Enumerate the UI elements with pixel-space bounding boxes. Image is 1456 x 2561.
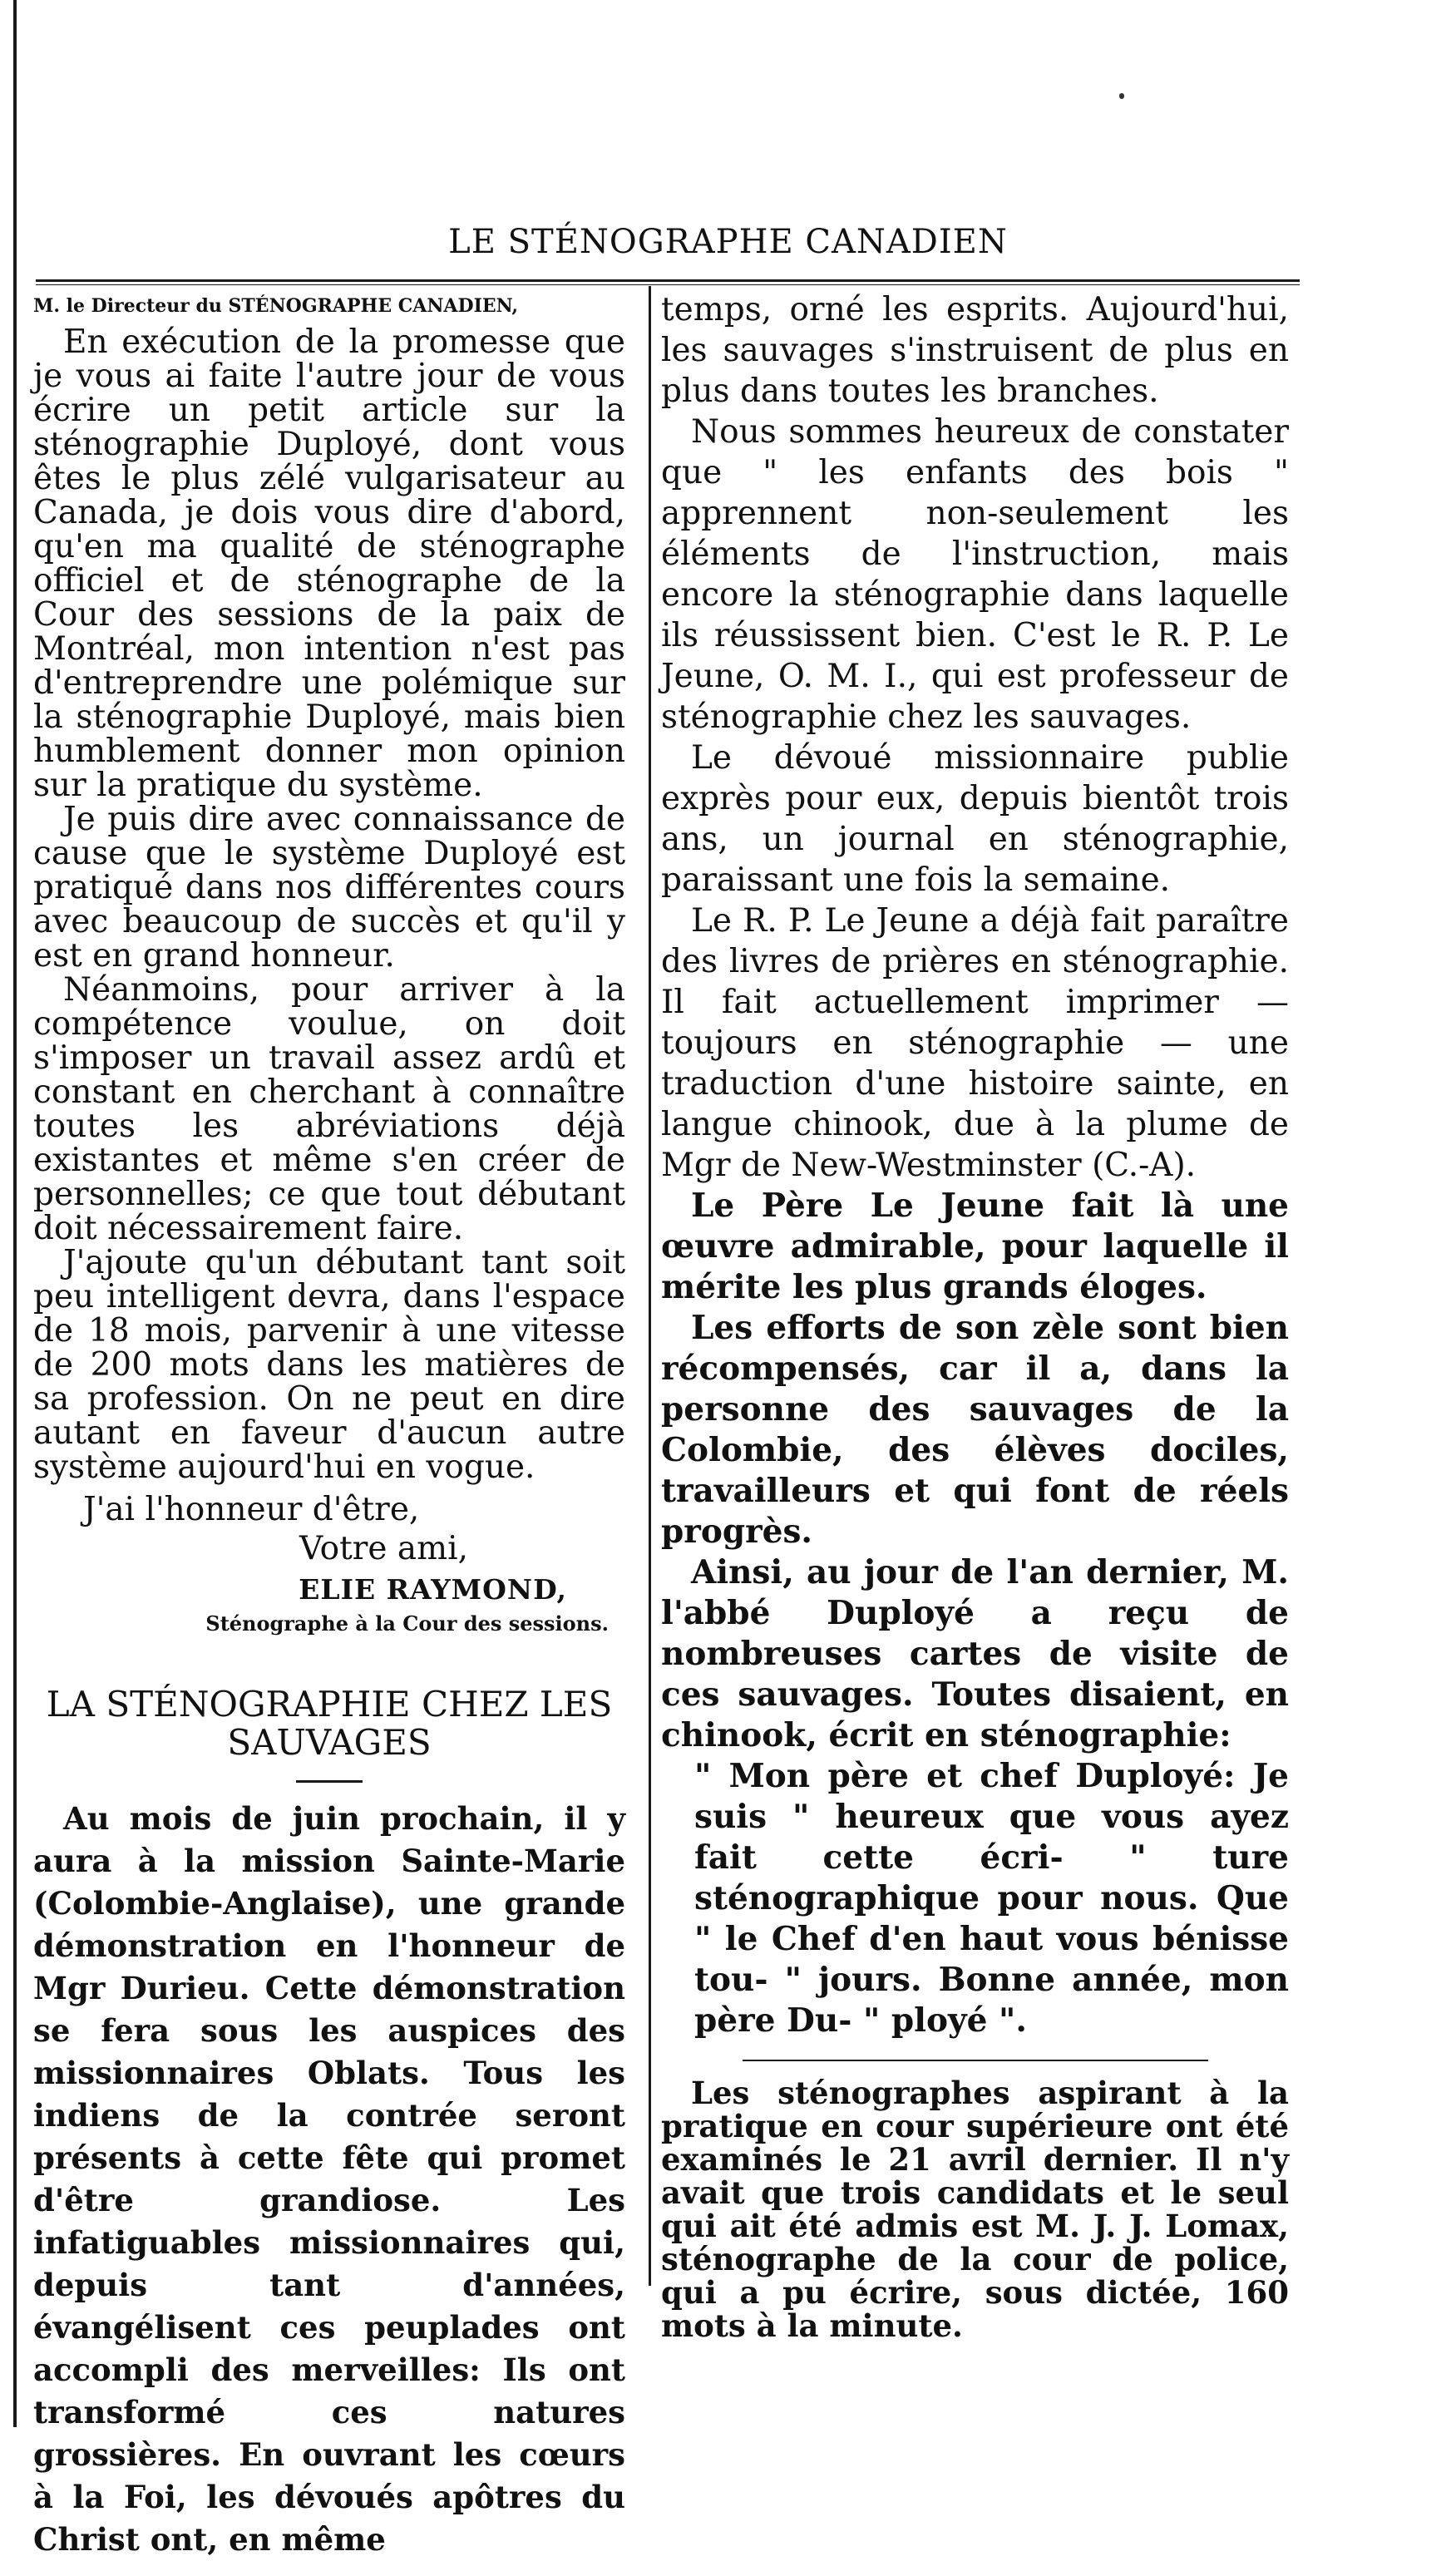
article-paragraph-3: Nous sommes heureux de constater que " les enfants des bois " apprennent non-seulement les éléments de l'instruction, mais encore la sténographie dans laquelle ils réussissent bien. C'est le R. P. Le Jeune, O. M. I., qui est professeur de sténographie chez les sauvages.: [661, 413, 1289, 736]
page-header: LE STÉNOGRAPHE CANADIEN: [448, 223, 1008, 261]
article-paragraph-7: Les efforts de son zèle sont bien récompensés, car il a, dans la personne des sauvages de la Colombie, des élèves dociles, travailleurs et qui font de réels progrès.: [661, 1309, 1289, 1551]
letter-closing-1: J'ai l'honneur d'être,: [83, 1491, 420, 1528]
column-divider: [649, 286, 651, 2286]
news-item-paragraph: Les sténographes aspirant à la pratique en cour supérieure ont été examinés le 21 avril dernier. Il n'y avait que trois candidats et le seul qui ait été admis est M. J. J. Lomax, sténographe de la cour de police, qui a pu écrire, sous dictée, 160 mots à la minute.: [661, 2075, 1289, 2344]
article-paragraph-8: Ainsi, au jour de l'an dernier, M. l'abbé Duployé a reçu de nombreuses cartes de visite de ces sauvages. Toutes disaient, en chinook, écrit en sténographie:: [661, 1553, 1289, 1754]
article-paragraph-5: Le R. P. Le Jeune a déjà fait paraître des livres de prières en sténographie. Il fait actuellement imprimer — toujours en sténographie — une traduction d'une histoire sainte, en langue chinook, due à la plume de Mgr de New-Westminster (C.-A).: [661, 902, 1289, 1184]
letter-closing-2: Votre ami,: [299, 1530, 468, 1567]
article-quote: " Mon père et chef Duployé: Je suis " heureux que vous ayez fait cette écri- " ture sténographique pour nous. Que " le Chef d'en haut vous bénisse tou- " jours. Bonne année, mon père Du- " ployé ".: [694, 1757, 1289, 2040]
article-paragraph-4: Le dévoué missionnaire publie exprès pour eux, depuis bientôt trois ans, un journal en sténographie, paraissant une fois la semaine.: [661, 739, 1289, 899]
heading-rule: [296, 1780, 363, 1783]
letter-paragraph-1: En exécution de la promesse que je vous ai faite l'autre jour de vous écrire un petit article sur la sténographie Duployé, dont vous êtes le plus zélé vulgarisateur au Canada, je dois vous dire d'abord, qu'en ma qualité de sténographe officiel et de sténographe de la Cour des sessions de la paix de Montréal, mon intention n'est pas d'entreprendre une polémique sur la sténographie Duployé, mais bien humblement donner mon opinion sur la pratique du système.: [33, 323, 625, 804]
section-rule: [743, 2060, 1208, 2061]
letter-signature-title: Sténographe à la Cour des sessions.: [205, 1611, 609, 1636]
letter-paragraph-3: Néanmoins, pour arriver à la compétence voulue, on doit s'imposer un travail assez ardû et constant en cherchant à connaître toutes les abréviations déjà existantes et même s'en créer de personnelles; ce que tout débutant doit nécessairement faire.: [33, 971, 625, 1247]
article-paragraph-6: Le Père Le Jeune fait là une œuvre admirable, pour laquelle il mérite les plus grands éloges.: [661, 1187, 1289, 1306]
letter-signature: ELIE RAYMOND,: [299, 1573, 567, 1606]
letter-address: M. le Directeur du STÉNOGRAPHE CANADIEN,: [33, 295, 518, 317]
page-edge-rule: [13, 0, 17, 2427]
article-paragraph-1: Au mois de juin prochain, il y aura à la mission Sainte-Marie (Colombie-Anglaise), une grande démonstration en l'honneur de Mgr Durieu. Cette démonstration se fera sous les auspices des missionnaires Oblats. Tous les indiens de la contrée seront présents à cette fête qui promet d'être grandiose. Les infatiguables missionnaires qui, depuis tant d'années, évangélisent ces peuplades ont accompli des merveilles: Ils ont transformé ces natures grossières. En ouvrant les cœurs à la Foi, les dévoués apôtres du Christ ont, en même: [33, 1800, 625, 2558]
right-column: [661, 289, 1289, 2342]
header-rule-thin: [36, 284, 1300, 285]
letter-paragraph-4: J'ajoute qu'un débutant tant soit peu intelligent devra, dans l'espace de 18 mois, parvenir à une vitesse de 200 mots dans les matières de sa profession. On ne peut en dire autant en faveur d'aucun autre système aujourd'hui en vogue.: [33, 1244, 625, 1486]
ink-speck: [1119, 93, 1124, 99]
header-rule: [36, 279, 1300, 282]
article-paragraph-2: temps, orné les esprits. Aujourd'hui, les sauvages s'instruisent de plus en plus dans toutes les branches.: [661, 291, 1289, 410]
letter-paragraph-2: Je puis dire avec connaissance de cause que le système Duployé est pratiqué dans nos différentes cours avec beaucoup de succès et qu'il y est en grand honneur.: [33, 801, 625, 975]
article-heading: LA STÉNOGRAPHIE CHEZ LES SAUVAGES: [46, 1684, 613, 1763]
left-column: [33, 289, 625, 2561]
